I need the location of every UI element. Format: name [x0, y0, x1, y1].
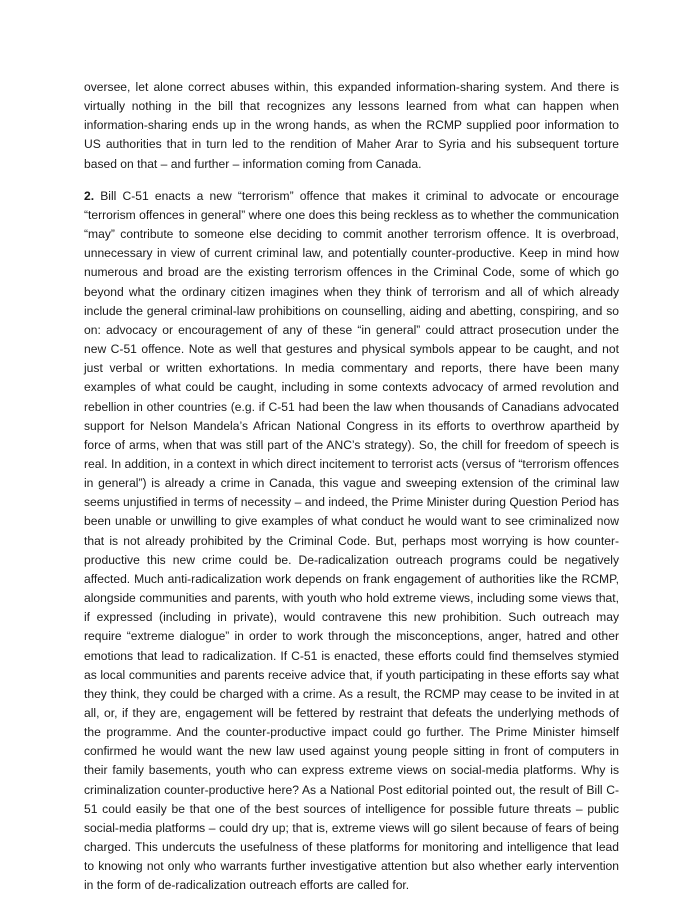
paragraph-point-2 [84, 187, 619, 896]
paragraph-number: 2. [84, 188, 95, 203]
paragraph-text: oversee, let alone correct abuses within, this expanded information-sharing system. And there is virtually nothing in the bill that recognizes any lessons learned from what can happen when information-sharing ends up in the wrong hands, as when the RCMP supplied poor information to US authorities that in turn led to the rendition of Maher Arar to Syria and his subsequent torture based on that – and further – information coming from Canada. [84, 80, 619, 171]
paragraph-continuation [84, 78, 619, 174]
paragraph-text: Bill C-51 enacts a new “terrorism” offence that makes it criminal to advocate or encourage “terrorism offences in general” where one does this being reckless as to whether the communication “may” contribute to someone else deciding to commit another terrorism offence. It is overbroad, unnecessary in view of current criminal law, and potentially counter-productive. Keep in mind how numerous and broad are the existing terrorism offences in the Criminal Code, some of which go beyond what the ordinary citizen imagines when they think of terrorism and all of which already include the general criminal-law prohibitions on counselling, aiding and abetting, conspiring, and so on: advocacy or encouragement of any of these “in general” could attract prosecution under the new C-51 offence. Note as well that gestures and physical symbols appear to be caught, and not just verbal or written exhortations. In media commentary and reports, there have been many examples of what could be caught, including in some contexts advocacy of armed revolution and rebellion in other countries (e.g. if C-51 had been the law when thousands of Canadians advocated support for Nelson Mandela’s African National Congress in its efforts to overthrow apartheid by force of arms, when that was still part of the ANC’s strategy). So, the chill for freedom of speech is real. In addition, in a context in which direct incitement to terrorist acts (versus of “terrorism offences in general”) is already a crime in Canada, this vague and sweeping extension of the criminal law seems unjustified in terms of necessity – and indeed, the Prime Minister during Question Period has been unable or unwilling to give examples of what conduct he would want to see criminalized now that is not already prohibited by the Criminal Code. But, perhaps most worrying is how counter-productive this new crime could be. De-radicalization outreach programs could be negatively affected. Much anti-radicalization work depends on frank engagement of authorities like the RCMP, alongside communities and parents, with youth who hold extreme views, including some views that, if expressed (including in private), would contravene this new prohibition. Such outreach may require “extreme dialogue” in order to work through the misconceptions, anger, hatred and other emotions that lead to radicalization. If C-51 is enacted, these efforts could find themselves stymied as local communities and parents receive advice that, if youth participating in these efforts say what they think, they could be charged with a crime. As a result, the RCMP may cease to be invited in at all, or, if they are, engagement will be fettered by restraint that defeats the underlying methods of the programme. And the counter-productive impact could go further. The Prime Minister himself confirmed he would want the new law used against young people sitting in front of computers in their family basements, youth who can express extreme views on social-media platforms. Why is criminalization counter-productive here? As a National Post editorial pointed out, the result of Bill C-51 could easily be that one of the best sources of intelligence for possible future threats – public social-media platforms – could dry up; that is, extreme views will go silent because of fears of being charged. This undercuts the usefulness of these platforms for monitoring and intelligence that lead to knowing not only who warrants further investigative attention but also whether early intervention in the form of de-radicalization outreach efforts are called for. [84, 188, 619, 893]
document-page [84, 78, 619, 896]
